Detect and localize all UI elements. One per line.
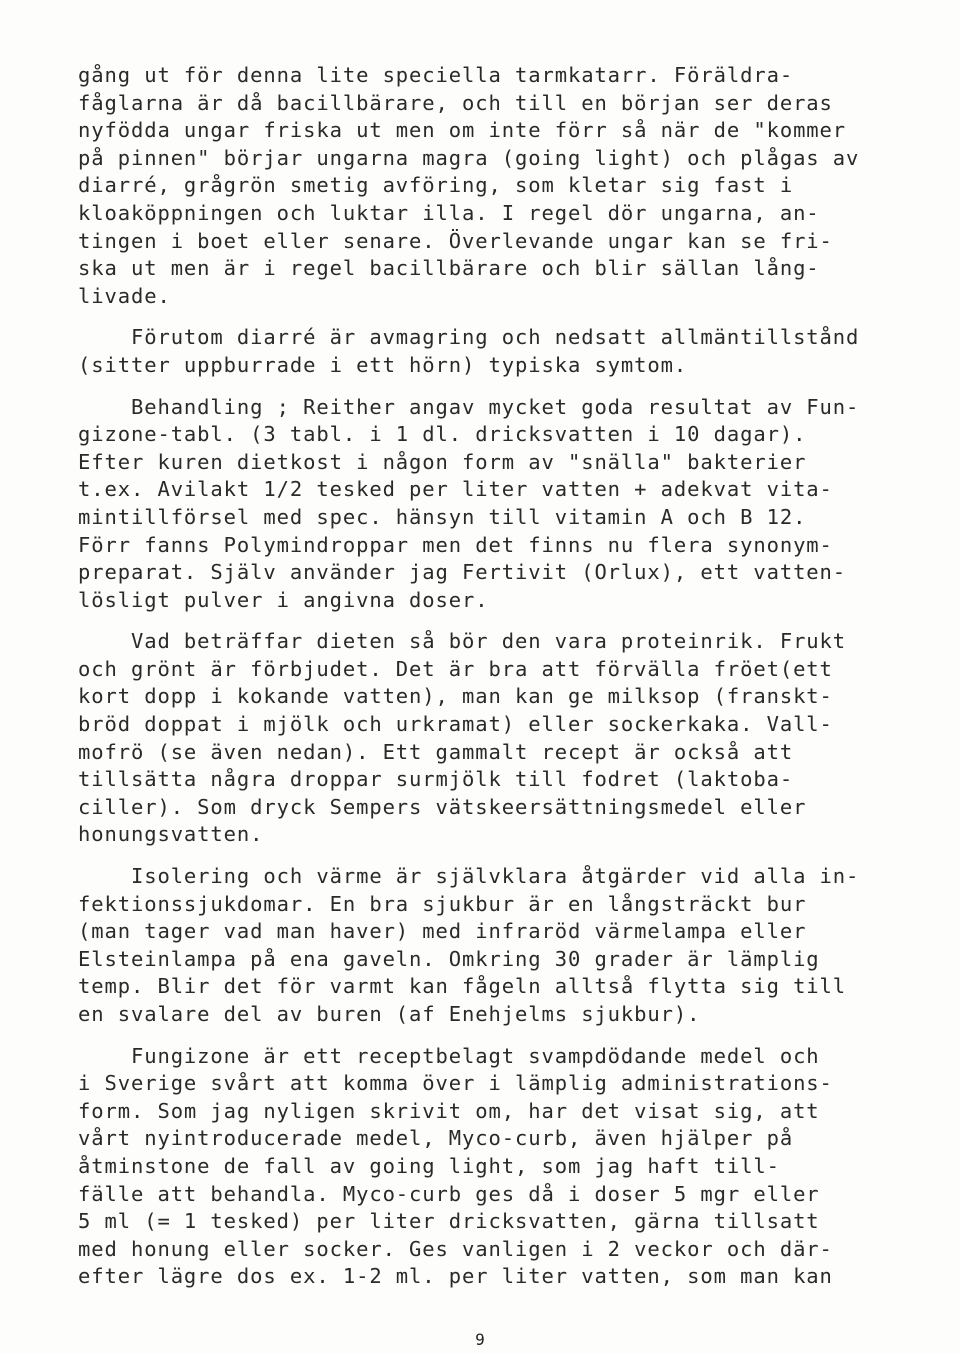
text-line: och grönt är förbjudet. Det är bra att förvälla fröet(ett (78, 656, 833, 681)
text-line: kloaköppningen och luktar illa. I regel dör ungarna, an- (78, 200, 820, 225)
text-line: (man tager vad man haver) med infraröd värmelampa eller (78, 919, 807, 944)
text-line: livade. (78, 283, 171, 308)
text-line: tillsätta några droppar surmjölk till fodret (laktoba- (78, 767, 794, 792)
text-line: Förr fanns Polymindroppar men det finns nu flera synonym- (78, 532, 833, 557)
paragraph (78, 324, 908, 379)
text-line: tingen i boet eller senare. Överlevande ungar kan se fri- (78, 228, 833, 253)
text-line: Isolering och värme är självklara åtgärder vid alla in- (78, 864, 860, 889)
text-line: fälle att behandla. Myco-curb ges då i doser 5 mgr eller (78, 1181, 820, 1206)
text-line: efter lägre dos ex. 1-2 ml. per liter vatten, som man kan (78, 1264, 833, 1289)
text-line: Behandling ; Reither angav mycket goda resultat av Fun- (78, 394, 860, 419)
text-line: åtminstone de fall av going light, som jag haft till- (78, 1153, 780, 1178)
paragraph (78, 628, 908, 849)
text-line: form. Som jag nyligen skrivit om, har det visat sig, att (78, 1098, 820, 1123)
text-line: Elsteinlampa på ena gaveln. Omkring 30 grader är lämplig (78, 946, 820, 971)
text-line: Vad beträffar dieten så bör den vara proteinrik. Frukt (78, 629, 847, 654)
body-text (78, 62, 908, 1305)
text-line: gizone-tabl. (3 tabl. i 1 dl. dricksvatten i 10 dagar). (78, 422, 807, 447)
text-line: med honung eller socker. Ges vanligen i 2 veckor och där- (78, 1236, 833, 1261)
text-line: nyfödda ungar friska ut men om inte förr så när de "kommer (78, 118, 847, 143)
text-line: honungsvatten. (78, 822, 264, 847)
text-line: en svalare del av buren (af Enehjelms sjukbur). (78, 1002, 701, 1026)
text-line: Förutom diarré är avmagring och nedsatt allmäntillstånd (78, 325, 860, 350)
paragraph (78, 62, 908, 310)
text-line: Fungizone är ett receptbelagt svampdödande medel och (78, 1043, 820, 1068)
text-line: diarré, grågrön smetig avföring, som kletar sig fast i (78, 173, 794, 198)
text-line: ciller). Som dryck Sempers vätskeersättningsmedel eller (78, 794, 807, 819)
text-line: ska ut men är i regel bacillbärare och blir sällan lång- (78, 256, 820, 281)
text-line: lösligt pulver i angivna doser. (78, 587, 489, 612)
text-line: temp. Blir det för varmt kan fågeln alltså flytta sig till (78, 974, 847, 999)
text-line: bröd doppat i mjölk och urkramat) eller sockerkaka. Vall- (78, 712, 833, 737)
paragraph (78, 1043, 908, 1291)
text-line: 5 ml (= 1 tesked) per liter dricksvatten, gärna tillsatt (78, 1209, 820, 1234)
text-line: mofrö (se även nedan). Ett gammalt recept är också att (78, 739, 794, 764)
text-line: vårt nyintroducerade medel, Myco-curb, även hjälper på (78, 1126, 794, 1151)
text-line: på pinnen" börjar ungarna magra (going light) och plågas av (78, 145, 860, 170)
paragraph (78, 394, 908, 615)
text-line: fektionssjukdomar. En bra sjukbur är en långsträckt bur (78, 891, 807, 916)
page-number: 9 (475, 1330, 485, 1349)
text-line: kort dopp i kokande vatten), man kan ge milksop (franskt- (78, 684, 833, 709)
text-line: t.ex. Avilakt 1/2 tesked per liter vatten + adekvat vita- (78, 477, 833, 502)
text-line: Efter kuren dietkost i någon form av "snälla" bakterier (78, 449, 807, 474)
text-line: mintillförsel med spec. hänsyn till vitamin A och B 12. (78, 504, 807, 529)
text-line: i Sverige svårt att komma över i lämplig administrations- (78, 1071, 833, 1096)
text-line: preparat. Själv använder jag Fertivit (Orlux), ett vatten- (78, 560, 847, 585)
paragraph (78, 863, 908, 1029)
text-line: (sitter uppburrade i ett hörn) typiska symtom. (78, 352, 688, 377)
text-line: fåglarna är då bacillbärare, och till en början ser deras (78, 90, 833, 115)
text-line: gång ut för denna lite speciella tarmkatarr. Föräldra- (78, 63, 794, 87)
